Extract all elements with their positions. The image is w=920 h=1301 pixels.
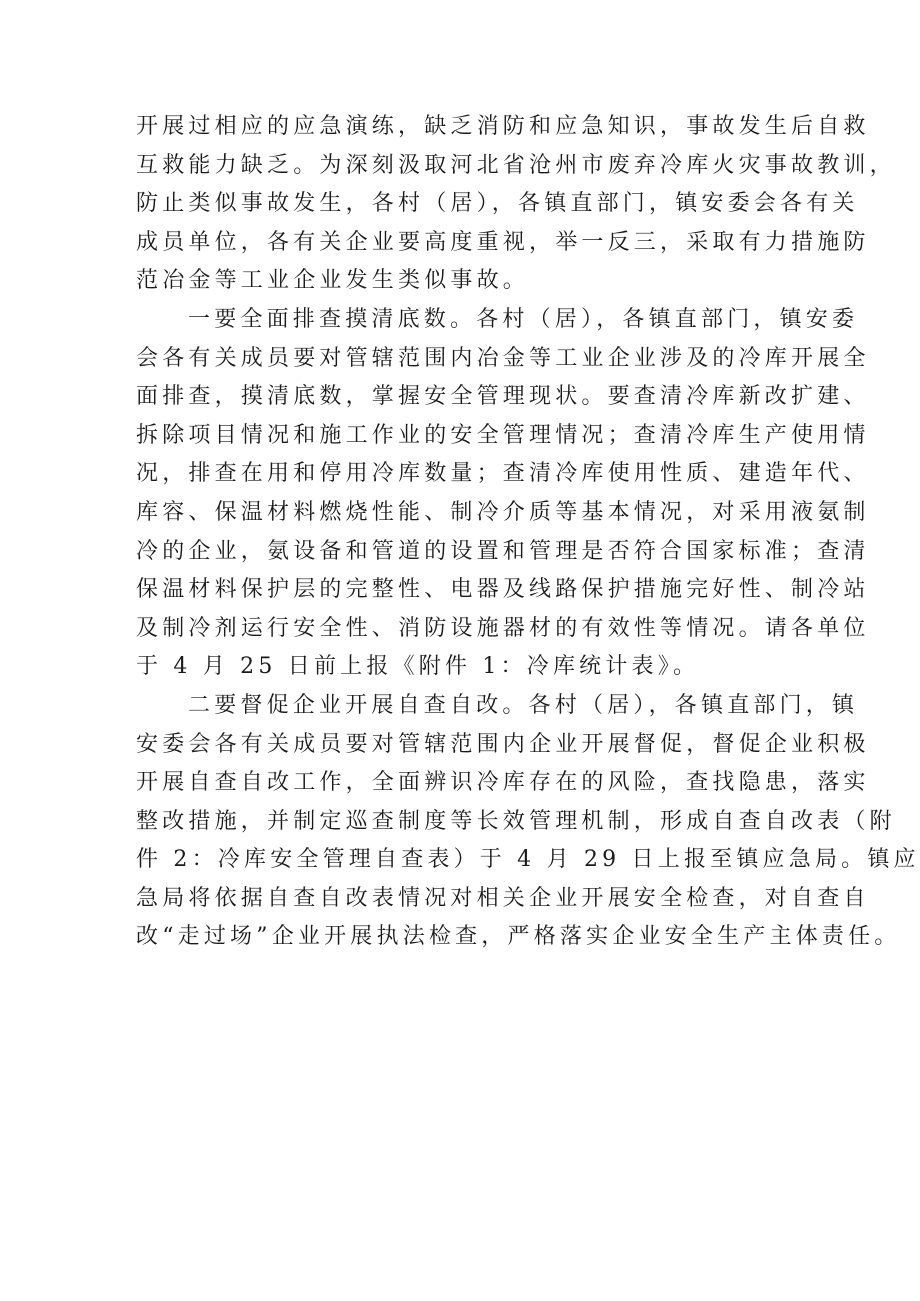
text-line: 冷的企业，氨设备和管道的设置和管理是否符合国家标准；查清 [136,538,870,564]
text-line: 开展过相应的应急演练，缺乏消防和应急知识，事故发生后自救 [136,114,870,139]
paragraph-point-2 [136,687,920,957]
text-line: 整改措施，并制定巡查制度等长效管理机制，形成自查自改表（附 [136,808,896,834]
text-line-first: 一要全面排查摸清底数。各村（居），各镇直部门，镇安委 [188,306,859,332]
text-line: 安委会各有关成员要对管辖范围内企业开展督促，督促企业积极 [136,731,870,757]
document-body [136,108,920,957]
text-line: 保温材料保护层的完整性、电器及线路保护措施完好性、制冷站 [136,577,870,603]
text-line-first: 二要督促企业开展自查自改。各村（居），各镇直部门，镇 [188,692,859,718]
paragraph-point-1 [136,301,870,687]
text-line: 会各有关成员要对管辖范围内冶金等工业企业涉及的冷库开展全 [136,345,870,371]
text-line: 件 2：冷库安全管理自查表）于 4 月 29 日上报至镇应急局。镇应 [136,847,920,873]
text-line: 成员单位，各有关企业要高度重视，举一反三，采取有力措施防 [136,229,870,255]
text-line: 互救能力缺乏。为深刻汲取河北省沧州市废弃冷库火灾事故教训， [136,152,896,178]
text-line: 急局将依据自查自改表情况对相关企业开展安全检查，对自查自 [136,885,870,911]
text-line: 况，排查在用和停用冷库数量；查清冷库使用性质、建造年代、 [136,461,870,487]
text-line: 面排查，摸清底数，掌握安全管理现状。要查清冷库新改扩建、 [136,384,870,410]
text-line: 防止类似事故发生，各村（居），各镇直部门，镇安委会各有关 [136,191,859,217]
text-line: 改“走过场”企业开展执法检查，严格落实企业安全生产主体责任。 [136,924,901,950]
text-line: 拆除项目情况和施工作业的安全管理情况；查清冷库生产使用情 [136,422,870,448]
text-line: 库容、保温材料燃烧性能、制冷介质等基本情况，对采用液氨制 [136,499,870,525]
text-line: 范冶金等工业企业发生类似事故。 [136,268,530,294]
text-line: 开展自查自改工作，全面辨识冷库存在的风险，查找隐患，落实 [136,770,870,796]
text-line: 于 4 月 25 日前上报《附件 1：冷库统计表》。 [136,654,700,680]
paragraph-intro [136,108,896,301]
text-line: 及制冷剂运行安全性、消防设施器材的有效性等情况。请各单位 [136,615,870,641]
